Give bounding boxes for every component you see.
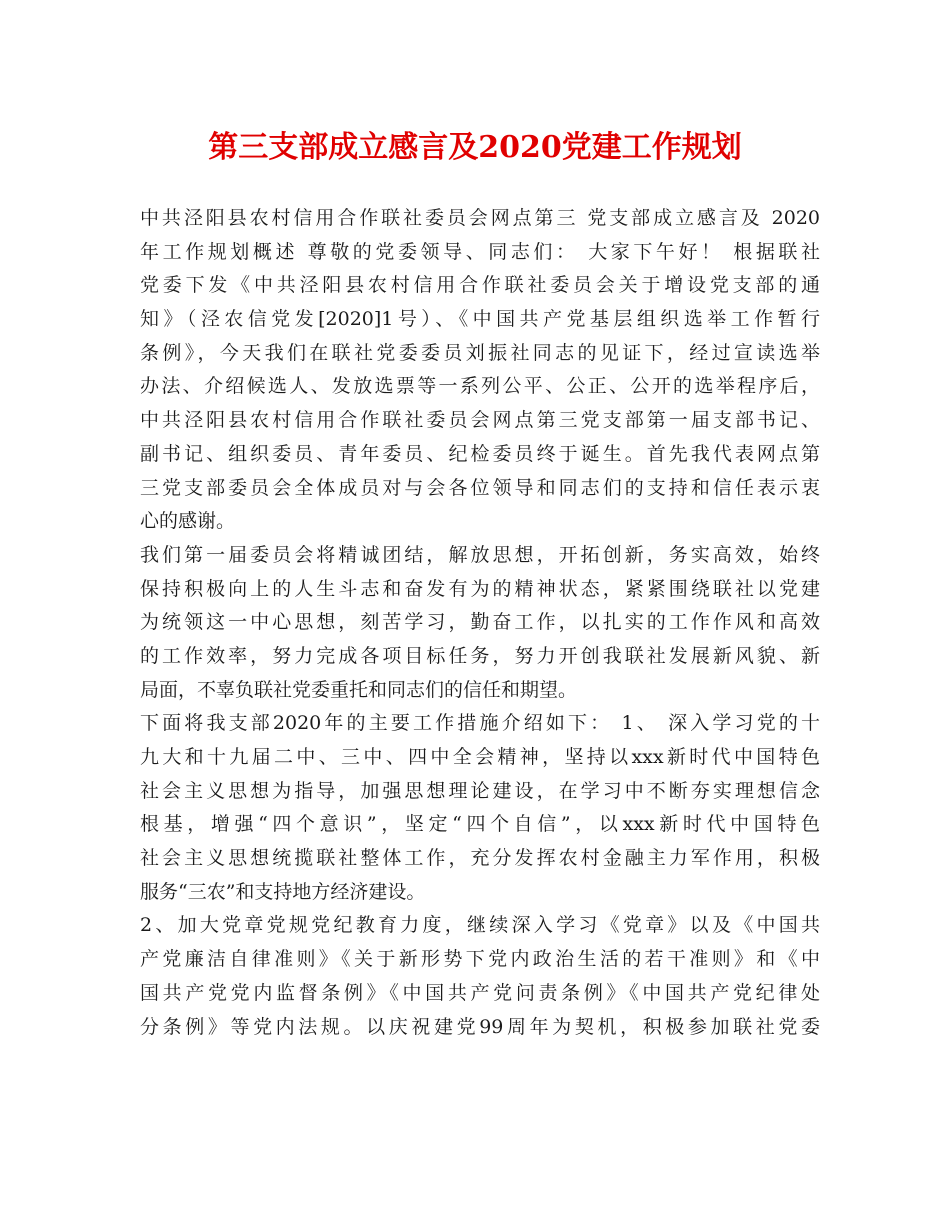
body-line: 保持积极向上的人生斗志和奋发有为的精神状态，紧紧围绕联社以党建 — [140, 577, 820, 600]
body-line: 下面将我支部2020年的主要工作措施介绍如下： 1、 深入学习党的十 — [140, 712, 820, 735]
body-line: 党委下发《中共泾阳县农村信用合作联社委员会关于增设党支部的通 — [140, 274, 820, 297]
body-line: 为统领这一中心思想，刻苦学习，勤奋工作，以扎实的工作作风和高效 — [140, 611, 820, 634]
body-line: 2、加大党章党规党纪教育力度，继续深入学习《党章》以及《中国共 — [140, 914, 820, 937]
body-line: 三党支部委员会全体成员对与会各位领导和同志们的支持和信任表示衷 — [140, 476, 820, 499]
body-line: 我们第一届委员会将精诚团结，解放思想，开拓创新，务实高效，始终 — [140, 543, 820, 566]
document-body — [140, 202, 820, 1044]
body-line: 副书记、组织委员、青年委员、纪检委员终于诞生。首先我代表网点第 — [140, 442, 820, 465]
body-line: 社会主义思想为指导，加强思想理论建设，在学习中不断夯实理想信念 — [140, 779, 820, 802]
body-line: 知》（泾农信党发[2020]1号）、《中国共产党基层组织选举工作暂行 — [140, 308, 820, 331]
body-line: 局面，不辜负联社党委重托和同志们的信任和期望。 — [140, 678, 578, 701]
body-line: 办法、介绍候选人、发放选票等一系列公平、公正、公开的选举程序后， — [140, 375, 820, 398]
body-line: 服务“三农”和支持地方经济建设。 — [140, 880, 426, 903]
body-line: 国共产党党内监督条例》《中国共产党问责条例》《中国共产党纪律处 — [140, 981, 820, 1004]
body-line: 年工作规划概述 尊敬的党委领导、同志们： 大家下午好！ 根据联社 — [140, 240, 820, 263]
document-title: 第三支部成立感言及2020党建工作规划 — [208, 130, 742, 165]
body-line: 分条例》等党内法规。以庆祝建党99周年为契机，积极参加联社党委 — [140, 1015, 820, 1038]
body-line: 产党廉洁自律准则》《关于新形势下党内政治生活的若干准则》和《中 — [140, 948, 820, 971]
body-line: 条例》，今天我们在联社党委委员刘振社同志的见证下，经过宣读选举 — [140, 341, 820, 364]
body-line: 的工作效率，努力完成各项目标任务，努力开创我联社发展新风貌、新 — [140, 644, 820, 667]
body-line: 中共泾阳县农村信用合作联社委员会网点第三党支部第一届支部书记、 — [140, 409, 820, 432]
body-line: 心的感谢。 — [140, 510, 236, 533]
body-line: 社会主义思想统揽联社整体工作，充分发挥农村金融主力军作用，积极 — [140, 847, 820, 870]
body-line: 中共泾阳县农村信用合作联社委员会网点第三 党支部成立感言及 2020 — [140, 207, 820, 229]
body-line: 九大和十九届二中、三中、四中全会精神，坚持以xxx新时代中国特色 — [140, 746, 820, 768]
body-line: 根基，增强“四个意识”，坚定“四个自信”，以xxx新时代中国特色 — [140, 813, 820, 836]
